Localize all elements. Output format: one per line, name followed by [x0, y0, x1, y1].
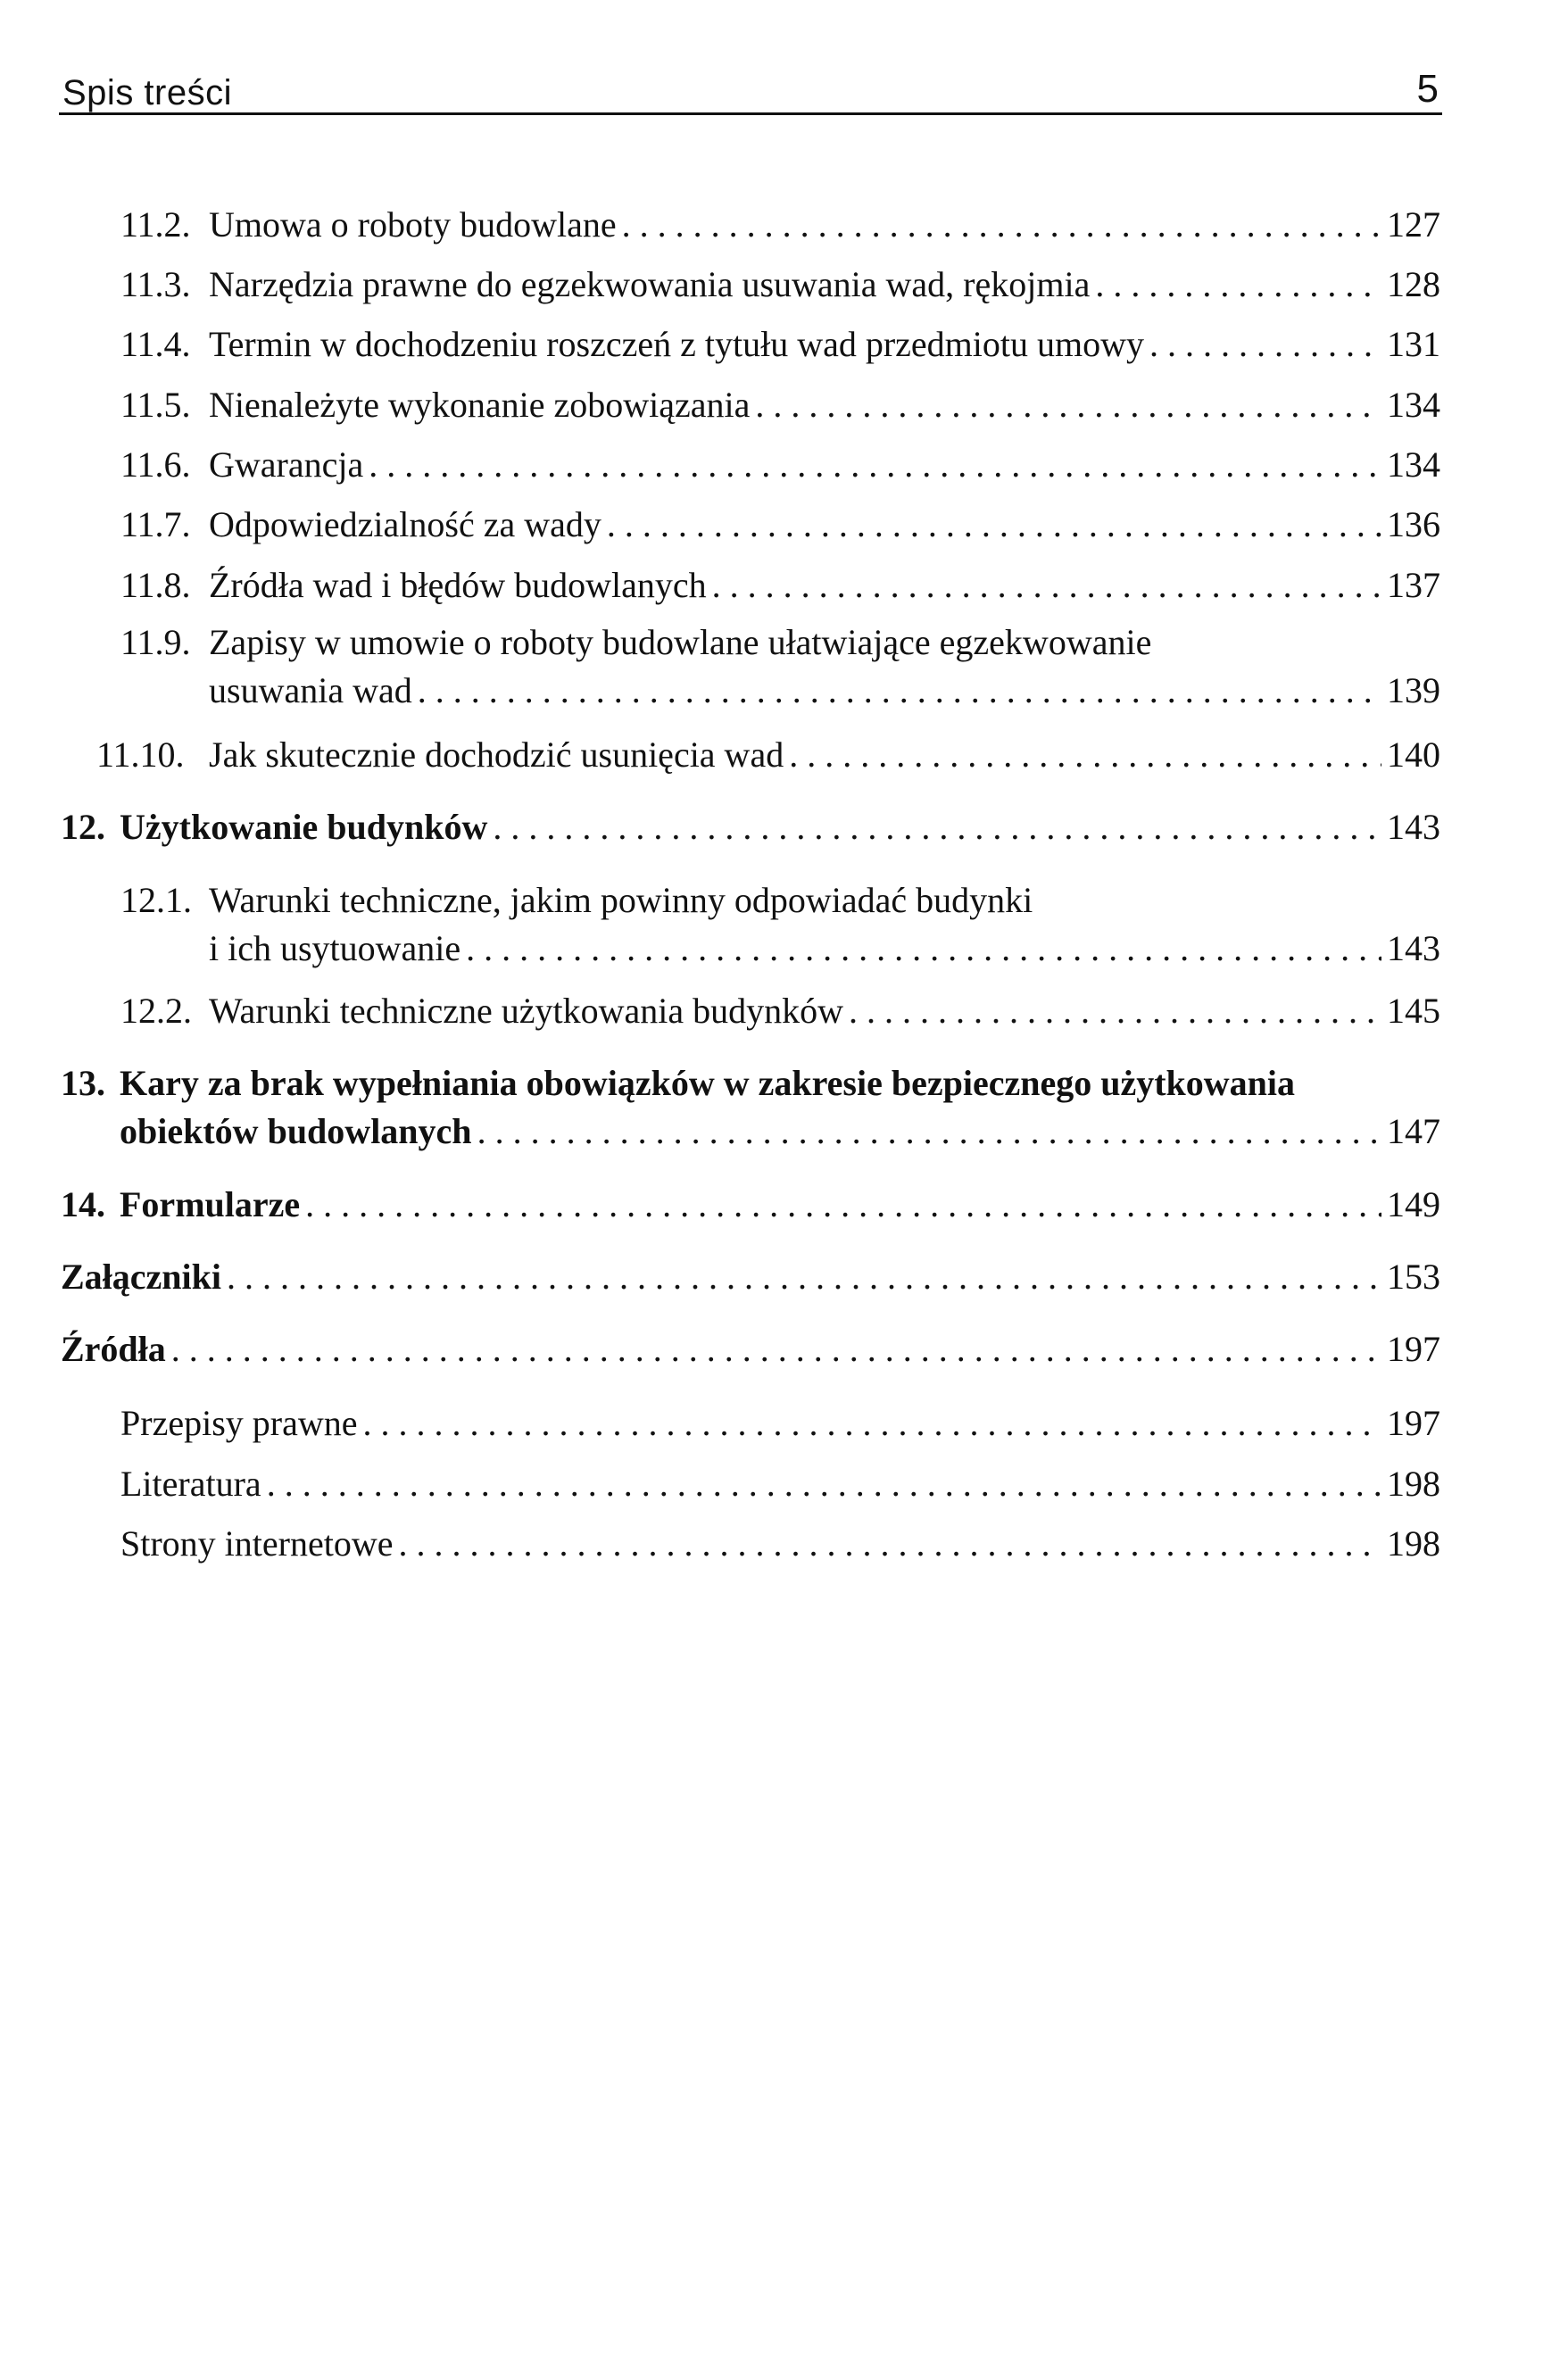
toc-leader-dots	[477, 1108, 1381, 1156]
toc-entry-title-line-1: Kary za brak wypełniania obowiązków w zakresie bezpiecznego użytkowania	[120, 1063, 1296, 1103]
toc-entry-page: 136	[1387, 504, 1440, 544]
toc-entry-title: Formularze	[120, 1184, 301, 1224]
toc-leader-dots	[712, 561, 1381, 610]
toc-leader-dots	[1095, 261, 1381, 309]
toc-leader-dots	[171, 1325, 1381, 1373]
toc-entry-number: 11.3.	[120, 264, 191, 304]
toc-leader-dots	[418, 667, 1381, 715]
header-title: Spis treści	[62, 73, 232, 112]
toc-entry-11-5	[120, 381, 1440, 429]
toc-entry-13	[61, 1059, 1440, 1156]
toc-entry-page: 198	[1387, 1523, 1440, 1564]
toc-entry-11-4	[120, 320, 1440, 369]
toc-leader-dots	[755, 381, 1381, 429]
toc-entry-title-line-1: Warunki techniczne, jakim powinny odpowiadać budynki	[209, 880, 1033, 920]
toc-entry-title: Literatura	[120, 1464, 261, 1504]
toc-entry-title-line-2: obiektów budowlanych	[120, 1111, 472, 1151]
toc-entry-14	[61, 1181, 1440, 1229]
toc-entry-11-10	[96, 731, 1440, 779]
toc-entry-number: 11.6.	[120, 444, 191, 485]
toc-entry-strony-internetowe	[120, 1520, 1440, 1568]
toc-entry-page: 131	[1387, 324, 1440, 364]
toc-entry-page: 128	[1387, 264, 1440, 304]
toc-entry-title: Warunki techniczne użytkowania budynków	[209, 991, 843, 1031]
toc-leader-dots	[607, 501, 1381, 549]
toc-leader-dots	[466, 925, 1381, 973]
toc-entry-title: Źródła	[61, 1329, 166, 1369]
toc-entry-11-7	[120, 501, 1440, 549]
toc-entry-title-line-1: Zapisy w umowie o roboty budowlane ułatwiające egzekwowanie	[209, 622, 1152, 662]
toc-entry-title: Termin w dochodzeniu roszczeń z tytułu wad przedmiotu umowy	[209, 324, 1145, 364]
toc-entry-12-2	[120, 987, 1440, 1035]
toc-entry-number: 11.10.	[96, 734, 185, 775]
toc-entry-title: Umowa o roboty budowlane	[209, 204, 617, 245]
toc-entry-page: 143	[1387, 928, 1440, 968]
toc-leader-dots	[493, 803, 1381, 851]
toc-entry-11-8	[120, 561, 1440, 610]
toc-entry-page: 134	[1387, 444, 1440, 485]
toc-entry-page: 147	[1387, 1111, 1440, 1151]
running-header	[59, 57, 1442, 115]
toc-entry-page: 127	[1387, 204, 1440, 245]
toc-leader-dots	[399, 1520, 1382, 1568]
toc-leader-dots	[369, 441, 1381, 489]
toc-entry-page: 145	[1387, 991, 1440, 1031]
toc-entry-literatura	[120, 1460, 1440, 1508]
toc-leader-dots	[849, 987, 1381, 1035]
toc-entry-title: Przepisy prawne	[120, 1403, 358, 1443]
toc-entry-page: 134	[1387, 385, 1440, 425]
toc-entry-12-1	[120, 876, 1440, 973]
toc-entry-number: 13.	[61, 1063, 105, 1103]
toc-entry-number: 11.8.	[120, 565, 191, 605]
toc-entry-title: Gwarancja	[209, 444, 364, 485]
toc-leader-dots	[227, 1253, 1381, 1301]
toc-entry-number: 12.	[61, 807, 105, 847]
toc-entry-number: 11.2.	[120, 204, 191, 245]
toc-entry-number: 11.9.	[120, 622, 191, 662]
toc-entry-11-9	[120, 618, 1440, 715]
toc-entry-title: Strony internetowe	[120, 1523, 394, 1564]
toc-entry-page: 149	[1387, 1184, 1440, 1224]
toc-entry-title: Jak skutecznie dochodzić usunięcia wad	[209, 734, 784, 775]
toc-entry-zalaczniki	[61, 1253, 1440, 1301]
toc-leader-dots	[789, 731, 1381, 779]
toc-entry-page: 197	[1387, 1403, 1440, 1443]
toc-entry-number: 11.7.	[120, 504, 191, 544]
toc-entry-title-line-2: usuwania wad	[209, 670, 412, 710]
toc-leader-dots	[1149, 320, 1381, 369]
toc-entry-11-2	[120, 201, 1440, 249]
toc-entry-number: 12.2.	[120, 991, 192, 1031]
toc-entry-number: 14.	[61, 1184, 105, 1224]
toc-entry-title: Narzędzia prawne do egzekwowania usuwania wad, rękojmia	[209, 264, 1091, 304]
toc-entry-przepisy-prawne	[120, 1399, 1440, 1448]
toc-entry-zrodla	[61, 1325, 1440, 1373]
toc-entry-title: Źródła wad i błędów budowlanych	[209, 565, 707, 605]
toc-entry-number: 11.5.	[120, 385, 191, 425]
toc-entry-page: 153	[1387, 1257, 1440, 1297]
toc-entry-title: Odpowiedzialność za wady	[209, 504, 601, 544]
toc-entry-title: Nienależyte wykonanie zobowiązania	[209, 385, 751, 425]
toc-entry-page: 143	[1387, 807, 1440, 847]
toc-entry-title: Użytkowanie budynków	[120, 807, 488, 847]
toc-entry-11-3	[120, 261, 1440, 309]
toc-leader-dots	[305, 1181, 1381, 1229]
toc-entry-page: 137	[1387, 565, 1440, 605]
toc-entry-title: Załączniki	[61, 1257, 222, 1297]
toc-entry-page: 197	[1387, 1329, 1440, 1369]
page-number: 5	[1416, 67, 1439, 111]
toc-leader-dots	[362, 1399, 1381, 1448]
toc-entry-page: 198	[1387, 1464, 1440, 1504]
toc-entry-number: 11.4.	[120, 324, 191, 364]
toc-entry-title-line-2: i ich usytuowanie	[209, 928, 461, 968]
toc-entry-page: 139	[1387, 670, 1440, 710]
toc-leader-dots	[267, 1460, 1381, 1508]
toc-entry-page: 140	[1387, 734, 1440, 775]
toc-entry-12	[61, 803, 1440, 851]
toc-entry-11-6	[120, 441, 1440, 489]
toc-entry-number: 12.1.	[120, 880, 192, 920]
toc-leader-dots	[622, 201, 1381, 249]
